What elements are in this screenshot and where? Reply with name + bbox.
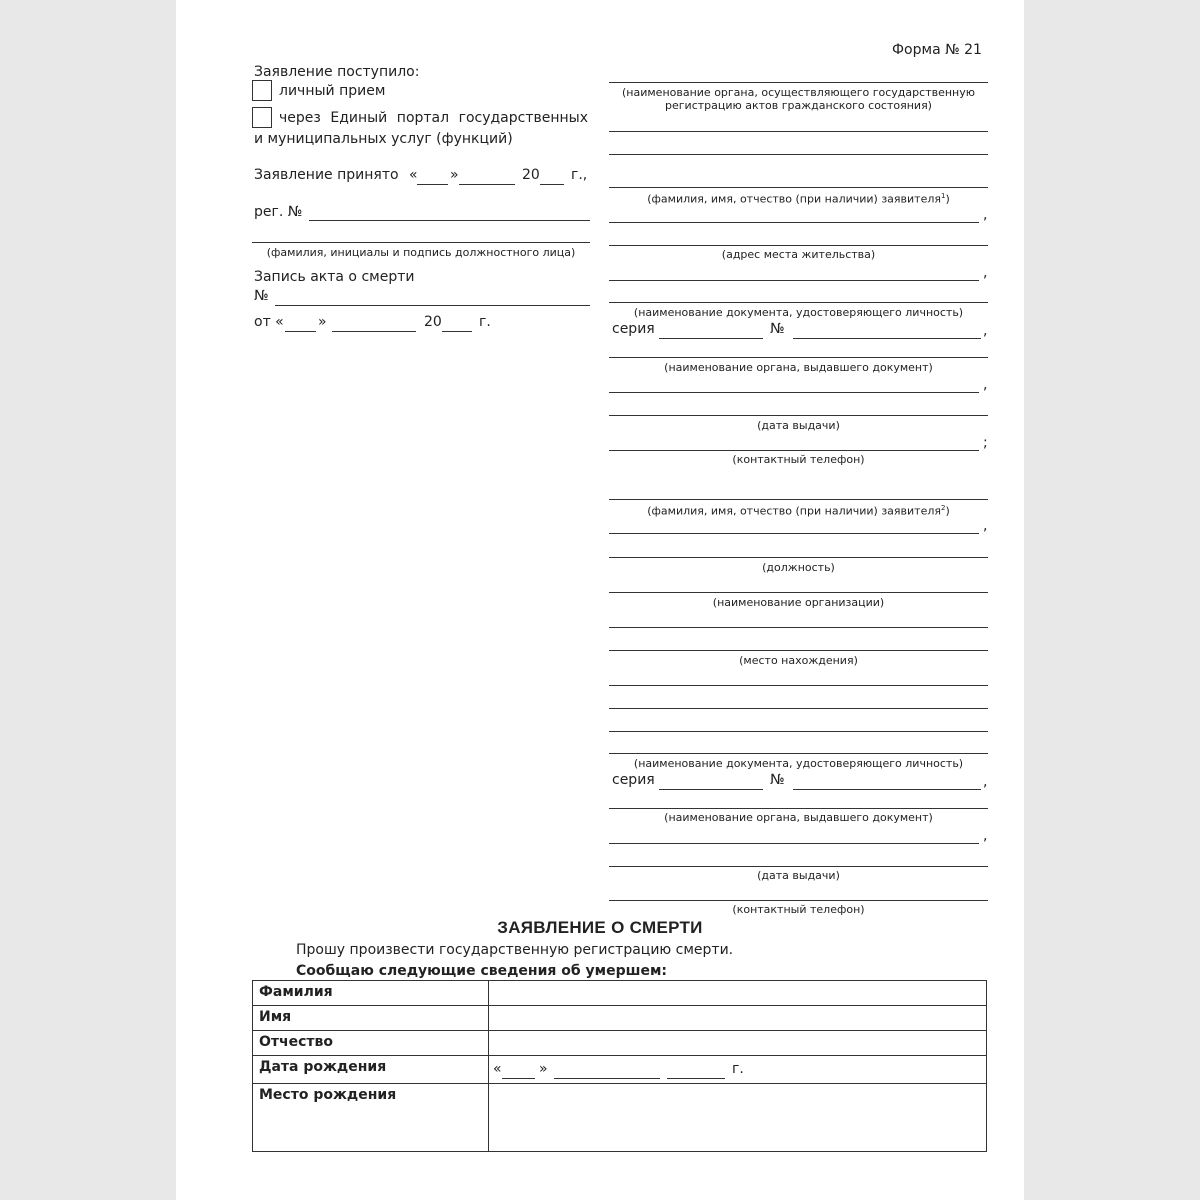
comma: , — [983, 323, 988, 339]
patronymic-field[interactable] — [489, 1031, 987, 1056]
portal-option-label: через Единый портал государственных — [279, 110, 588, 126]
blank-line[interactable] — [609, 154, 988, 155]
accepted-year-prefix: 20 — [522, 167, 540, 183]
semicolon: ; — [983, 435, 988, 451]
address-line[interactable] — [609, 245, 988, 246]
address-caption: (адрес места жительства) — [721, 248, 876, 261]
number-label: № — [770, 321, 785, 337]
position-line[interactable] — [609, 557, 988, 558]
birthdate-day-line[interactable] — [502, 1078, 535, 1079]
reg-number-line[interactable] — [309, 220, 590, 221]
number-label-2: № — [770, 772, 785, 788]
accepted-quote-close: » — [450, 167, 459, 183]
portal-option-label-cont: и муниципальных услуг (функций) — [254, 131, 513, 147]
series-label-2: серия — [612, 772, 655, 788]
issuer-caption-2: (наименование органа, выдавшего документ) — [664, 811, 933, 824]
issue-date-caption-2: (дата выдачи) — [757, 869, 840, 882]
accepted-day-line[interactable] — [417, 184, 448, 185]
blank-line[interactable] — [609, 131, 988, 132]
birthplace-label: Место рождения — [253, 1084, 489, 1152]
issue-date-line[interactable] — [609, 415, 988, 416]
phone-caption-2: (контактный телефон) — [732, 903, 865, 916]
birthdate-field[interactable] — [489, 1056, 987, 1084]
firstname-label: Имя — [253, 1006, 489, 1031]
applicant2-name-line[interactable] — [609, 499, 988, 500]
id-doc-caption-2: (наименование документа, удостоверяющего личность) — [633, 757, 964, 770]
authority-caption: (наименование органа, осуществляющего государственную — [622, 86, 975, 99]
authority-caption-cont: регистрацию актов гражданского состояния) — [665, 99, 932, 112]
record-from-label: от « — [254, 314, 284, 330]
id-doc-caption: (наименование документа, удостоверяющего личность) — [633, 306, 964, 319]
issuer-line-2b[interactable] — [609, 843, 979, 844]
form-page — [176, 0, 1024, 1200]
portal-checkbox[interactable] — [252, 107, 272, 128]
series-line-2[interactable] — [659, 789, 763, 790]
address-line2[interactable] — [609, 280, 979, 281]
comma: , — [983, 518, 988, 534]
record-month-line[interactable] — [332, 331, 416, 332]
position-caption: (должность) — [762, 561, 835, 574]
accepted-year-suffix: г., — [571, 167, 588, 183]
reg-label: рег. № — [254, 204, 303, 220]
firstname-field[interactable] — [489, 1006, 987, 1031]
blank-line[interactable] — [609, 685, 988, 686]
applicant2-caption: (фамилия, имя, отчество (при наличии) заявителя$^2$) — [647, 504, 950, 518]
phone-line-2[interactable] — [609, 900, 988, 901]
phone-line[interactable] — [609, 450, 979, 451]
id-doc-line[interactable] — [609, 302, 988, 303]
blank-line[interactable] — [609, 708, 988, 709]
phone-caption: (контактный телефон) — [732, 453, 865, 466]
issue-date-line-2[interactable] — [609, 866, 988, 867]
record-number-line[interactable] — [275, 305, 590, 306]
personal-checkbox[interactable] — [252, 80, 272, 101]
document-title: ЗАЯВЛЕНИЕ О СМЕРТИ — [497, 918, 703, 937]
comma: , — [983, 774, 988, 790]
birthplace-field[interactable] — [489, 1084, 987, 1152]
comma: , — [983, 207, 988, 223]
birthdate-year-line[interactable] — [667, 1078, 725, 1079]
comma: , — [983, 828, 988, 844]
location-caption: (место нахождения) — [739, 654, 858, 667]
table-row — [253, 1084, 987, 1152]
blank-line[interactable] — [609, 731, 988, 732]
form-number: Форма № 21 — [892, 42, 982, 58]
comma: , — [983, 265, 988, 281]
accepted-year-line[interactable] — [540, 184, 564, 185]
location-line[interactable] — [609, 650, 988, 651]
record-year-prefix: 20 — [424, 314, 442, 330]
official-caption: (фамилия, инициалы и подпись должностного лица) — [266, 246, 576, 259]
table-row — [253, 1031, 987, 1056]
table-row — [253, 1006, 987, 1031]
applicant2-name-line2[interactable] — [609, 533, 979, 534]
number-line[interactable] — [793, 338, 981, 339]
request-text: Прошу произвести государственную регистрацию смерти. — [296, 942, 734, 958]
issue-date-caption: (дата выдачи) — [757, 419, 840, 432]
birthdate-year-suffix: г. — [732, 1061, 744, 1077]
applicant1-name-line[interactable] — [609, 187, 988, 188]
issuer-caption: (наименование органа, выдавшего документ) — [664, 361, 933, 374]
surname-label: Фамилия — [253, 981, 489, 1006]
official-line[interactable] — [252, 242, 590, 243]
deceased-info-table — [252, 980, 987, 1152]
personal-option-label: личный прием — [279, 83, 386, 99]
intro-text: Сообщаю следующие сведения об умершем: — [296, 963, 667, 979]
issuer-line-2[interactable] — [609, 808, 988, 809]
blank-line[interactable] — [609, 627, 988, 628]
record-no-label: № — [254, 288, 269, 304]
birthdate-label: Дата рождения — [253, 1056, 489, 1084]
record-label: Запись акта о смерти — [254, 269, 415, 285]
organization-line[interactable] — [609, 592, 988, 593]
surname-field[interactable] — [489, 981, 987, 1006]
id-doc-line-2[interactable] — [609, 753, 988, 754]
series-label: серия — [612, 321, 655, 337]
record-quote-close: » — [318, 314, 327, 330]
birthdate-quote-close: » — [539, 1061, 548, 1077]
issuer-line2[interactable] — [609, 392, 979, 393]
applicant1-caption: (фамилия, имя, отчество (при наличии) заявителя$^1$) — [647, 192, 950, 206]
applicant1-name-line2[interactable] — [609, 222, 979, 223]
issuer-line[interactable] — [609, 357, 988, 358]
accepted-label: Заявление принято — [254, 167, 399, 183]
record-day-line[interactable] — [285, 331, 316, 332]
record-year-suffix: г. — [479, 314, 491, 330]
table-row — [253, 1056, 987, 1084]
series-line[interactable] — [659, 338, 763, 339]
record-year-line[interactable] — [442, 331, 472, 332]
received-label: Заявление поступило: — [254, 64, 420, 80]
number-line-2[interactable] — [793, 789, 981, 790]
birthdate-quote-open: « — [493, 1061, 502, 1077]
birthdate-month-line[interactable] — [554, 1078, 660, 1079]
comma: , — [983, 377, 988, 393]
organization-caption: (наименование организации) — [712, 596, 885, 609]
accepted-month-line[interactable] — [459, 184, 515, 185]
patronymic-label: Отчество — [253, 1031, 489, 1056]
authority-line[interactable] — [609, 82, 988, 83]
accepted-quote-open: « — [409, 167, 418, 183]
table-row — [253, 981, 987, 1006]
